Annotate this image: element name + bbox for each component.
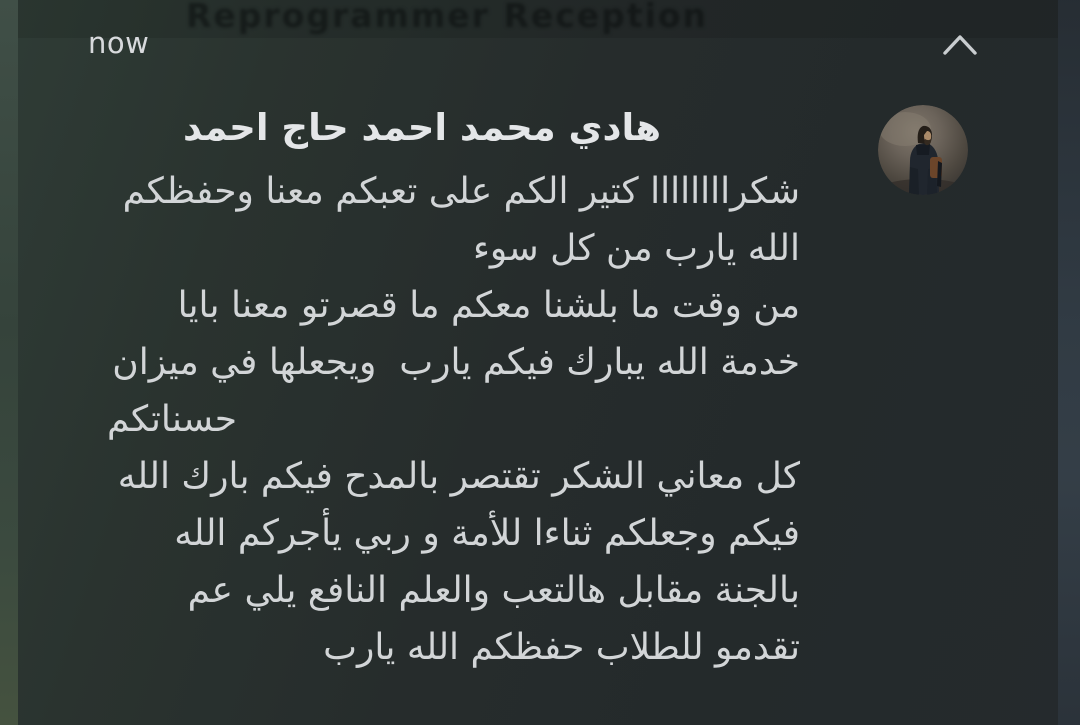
dimmed-background-app-text: Reprogrammer Reception <box>186 0 709 35</box>
message-line: خدمة الله يبارك فيكم يارب ويجعلها في ميزان <box>112 342 800 383</box>
chevron-up-icon <box>940 32 980 62</box>
message-line: شكراااااااا كتير الكم على تعبكم معنا وحفظكم <box>122 171 800 212</box>
soldier-portrait-image <box>878 105 968 195</box>
message-line: من وقت ما بلشنا معكم ما قصرتو معنا بايا <box>177 285 800 326</box>
collapse-notification-button[interactable] <box>938 32 982 62</box>
message-line: فيكم وجعلكم ثناءا للأمة و ربي يأجركم الله <box>174 513 800 554</box>
avatar <box>878 105 968 195</box>
message-line: كل معاني الشكر تقتصر بالمدح فيكم بارك الله <box>117 456 800 497</box>
message-line: الله يارب من كل سوء <box>472 228 800 269</box>
message-line: بالجنة مقابل هالتعب والعلم النافع يلي عم <box>187 570 800 611</box>
wallpaper-edge-right <box>1058 0 1080 725</box>
notification-timestamp: now <box>88 26 150 60</box>
message-line: حسناتكم <box>107 399 238 440</box>
wallpaper-edge-left <box>0 0 18 725</box>
message-line: تقدمو للطلاب حفظكم الله يارب <box>323 627 800 668</box>
notification-title: هادي محمد احمد حاج احمد <box>183 106 662 149</box>
